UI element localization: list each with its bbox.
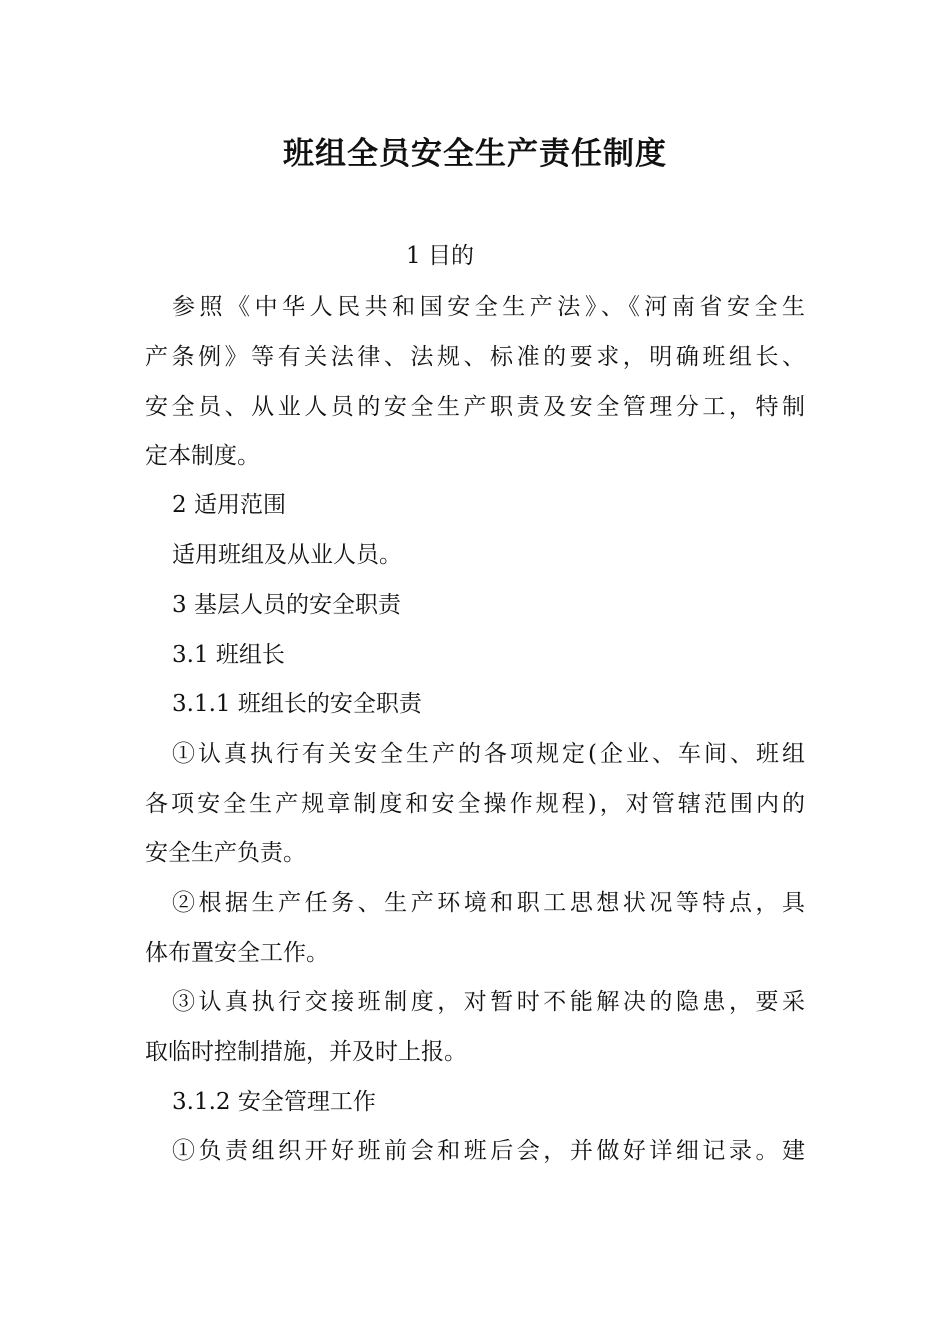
subsection-heading: 3.1 班组长 <box>172 642 285 668</box>
list-item-line: 各项安全生产规章制度和安全操作规程)，对管辖范围内的 <box>145 791 805 817</box>
document-title: 班组全员安全生产责任制度 <box>283 136 667 172</box>
list-item-line: ③认真执行交接班制度，对暂时不能解决的隐患，要采 <box>172 989 805 1015</box>
section-heading-duties: 3 基层人员的安全职责 <box>172 592 401 618</box>
paragraph-line: 定本制度。 <box>145 443 260 469</box>
section-heading-purpose: 1 目的 <box>406 243 474 269</box>
list-item-line: 取临时控制措施，并及时上报。 <box>145 1039 467 1065</box>
section-heading-scope: 2 适用范围 <box>172 492 286 518</box>
list-item-line: 体布置安全工作。 <box>145 940 329 966</box>
paragraph-line: 产条例》等有关法律、法规、标准的要求，明确班组长、 <box>145 344 805 370</box>
list-item-line: ②根据生产任务、生产环境和职工思想状况等特点，具 <box>172 890 805 916</box>
list-item-line: ①认真执行有关安全生产的各项规定(企业、车间、班组 <box>172 741 805 767</box>
paragraph-line: 安全员、从业人员的安全生产职责及安全管理分工，特制 <box>145 394 805 420</box>
subsection-heading: 3.1.1 班组长的安全职责 <box>172 691 422 717</box>
paragraph-line: 参照《中华人民共和国安全生产法》、《河南省安全生 <box>172 294 805 320</box>
list-item-line: 安全生产负责。 <box>145 840 306 866</box>
paragraph-line: 适用班组及从业人员。 <box>172 542 402 568</box>
list-item-line: ①负责组织开好班前会和班后会，并做好详细记录。建 <box>172 1138 805 1164</box>
subsection-heading: 3.1.2 安全管理工作 <box>172 1089 376 1115</box>
